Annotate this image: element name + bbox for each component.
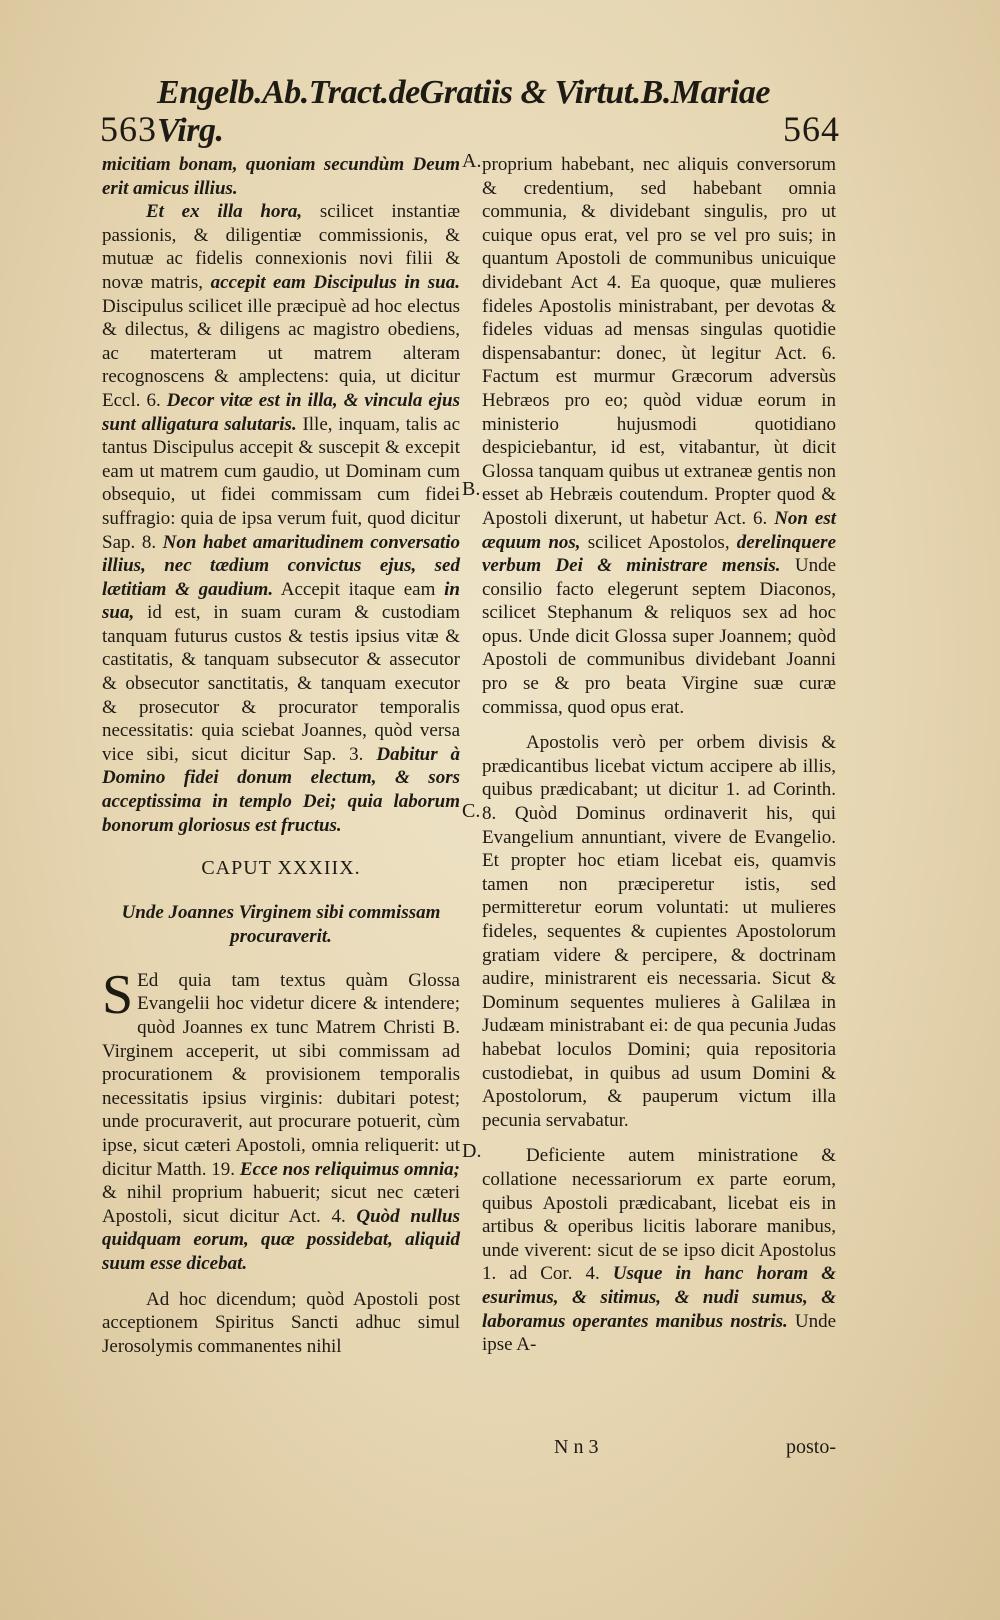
chapter-heading: CAPUT XXXIIX. (201, 857, 361, 880)
body-text: Deficiente autem ministratione & collatione necessariorum ex parte eorum, quibus Apostoli prædicabant, licebat eis in artibus & operibus licitis laborare manibus, unde viverent: sicut de se ipso dicit Apostolus 1. ad Cor. 4. (482, 1145, 836, 1285)
body-text: & nihil proprium habuerit; sicut nec cæteri Apostoli, sicut dicitur Act. 4. (102, 1182, 460, 1227)
body-text: Unde ipse A- (482, 1310, 836, 1356)
body-text: id est, in suam curam & custodiam tanquam futurus custos & testis ipsius vitæ & castitatis, & tanquam subsecutor & assecutor & obsecutor sanctitatis, & tanquam executor & prosecutor & procurator temporalis necessitatis: quia sciebat Joannes, quòd versa vice sibi, sicut dicitur Sap. 3. (102, 602, 460, 765)
right-paragraph-1 (482, 153, 836, 719)
body-text: Unde consilio facto elegerunt septem Diaconos, scilicet Stephanum & reliquos sex ad hoc opus. Unde dicit Glossa super Joannem; quòd Apostoli de communibus dividebant Joanni pro se & pro beata Virgine suæ curæ commissa, quod opus erat. (482, 555, 836, 718)
italic-text: derelinquere verbum Dei & ministrare mensis. (482, 531, 837, 577)
page-number-right: 564 (783, 109, 840, 149)
page-footer (482, 1436, 836, 1459)
italic-text: Non habet amaritudinem conversatio illius, nec tædium convictus ejus, sed lætitiam & gaudium. (102, 531, 461, 600)
italic-text: Et ex illa hora, (146, 201, 303, 223)
margin-letter-d: D. (462, 1140, 482, 1162)
left-column (102, 153, 460, 1358)
italic-text: Ecce nos reliquimus omnia; (239, 1158, 461, 1180)
catchword: posto- (786, 1436, 836, 1458)
italic-text: accepit eam Discipulus in sua. (210, 271, 461, 293)
right-paragraph-2 (482, 731, 836, 1132)
italic-text: Usque in hanc horam & esurimus, & sitimus, & nudi sumus, & laboramus operantes manibus nostris. (482, 1263, 837, 1332)
left-paragraph-2 (102, 200, 460, 837)
signature-mark: N n 3 (554, 1436, 599, 1458)
italic-text: Decor vitæ est in illa, & vincula ejus sunt alligatura salutaris. (102, 389, 460, 435)
body-text: Accepit itaque eam (280, 578, 436, 600)
drop-cap: S (102, 963, 134, 1026)
right-column (482, 153, 836, 1357)
left-paragraph-3 (102, 963, 461, 1276)
margin-letter-a: A. (462, 150, 482, 172)
body-text: Ad hoc dicendum; quòd Apostoli post acceptionem Spiritus Sancti adhuc simul Jerosolymis commanentes nihil (102, 1288, 460, 1357)
italic-text: Dabitur à Domino fidei donum electum, & sors acceptissima in templo Dei; quia laborum bonorum gloriosus est fructus. (102, 743, 461, 836)
body-text: scilicet Apostolos, (587, 531, 730, 553)
body-text: Discipulus scilicet ille præcipuè ad hoc electus & dilectus, & diligens ac magistro obediens, ac materteram ut matrem alteram recognoscens & amplectens: quia, ut dicitur Eccl. 6. (102, 295, 460, 411)
margin-letter-b: B. (462, 478, 481, 500)
body-text: scilicet instantiæ passionis, & diligentiæ commissionis, & mutuæ ac fidelis connexionis novi filii & novæ matris, (102, 201, 460, 293)
running-header (100, 74, 840, 150)
left-paragraph-1 (102, 153, 460, 200)
body-text: proprium habebant, nec aliquis conversorum & credentium, sed habebant omnia communia, & dividebant singulis, pro ut cuique opus erat, vel pro se vel pro suis; in quantum Apostoli de communibus unicuique dividebant Act 4. Ea quoque, quæ mulieres fideles Apostolis ministrabant, per devotas & fideles viduas ad mensas singulas quotidie dispensabantur: donec, ùt legitur Act. 6. Factum est murmur Græcorum adversùs Hebræos pro eo; quòd viduæ eorum in ministerio hujusmodi quotidiano despiciebantur, id est, vitabantur, ùt dicit Glossa tanquam quibus ut extraneæ gentis non esset ab Hebræis coutendum. Propter quod & Apostoli dixerunt, ut habetur Act. 6. (482, 154, 836, 529)
right-paragraph-3 (482, 1144, 836, 1356)
body-text: Apostolis verò per orbem divisis & prædicantibus licebat victum accipere ab illis, quibus prædicabant; ut dicitur 1. ad Corinth. 8. Quòd Dominus ordinaverit his, qui Evangelium annuntiant, vivere de Evangelio. Et propter hoc etiam licebat eis, quamvis tamen non præciperetur istis, sed permitteretur eorum voluntati: ut mulieres fideles, sequentes & cupientes Apostolorum gratiam videre & percipere, & doctrinam audire, ministrarent eis necessaria. Sicut & Dominum sequentes mulieres à Galilæa in Judæam ministrabant ei: de qua pecunia Judas habebat loculos Domini; quia repositoria custodiebat, in quibus ad usum Domini & Apostolorum, & pauperum victum illa pecunia servabatur. (482, 732, 836, 1131)
italic-text: micitiam bonam, quoniam secundùm Deum erit amicus illius. (102, 154, 460, 199)
page-number-left: 563 (100, 109, 157, 149)
body-text: Ille, inquam, talis ac tantus Discipulus accepit & suscepit & excepit eam ut matrem cum gaudio, ut Dominam cum obsequio, ut fidei commissam cum fidei suffragio: quia de ipsa verum fuit, quod dicitur Sap. 8. (102, 413, 461, 553)
left-paragraph-4 (102, 1288, 460, 1359)
italic-text: Non est æquum nos, (482, 507, 837, 553)
chapter-subtitle: Unde Joannes Virginem sibi commissam procuraverit. (121, 901, 441, 947)
margin-letter-c: C. (462, 800, 481, 822)
body-text: Ed quia tam textus quàm Glossa Evangelii hoc videtur dicere & intendere; quòd Joannes ex tunc Matrem Christi B. Virginem acceperit, ut sibi commissam ad procurationem & provisionem temporalis necessitatis ipsius virginis: dubitari potest; unde procuraverit, aut procurare potuerit, cùm ipse, sicut cæteri Apostoli, omnia reliquerit: ut dicitur Matth. 19. (102, 969, 460, 1180)
running-title: Engelb.Ab.Tract.deGratiis & Virtut.B.Mariae Virg. (157, 74, 770, 149)
italic-text: in sua, (102, 578, 460, 624)
italic-text: Quòd nullus quidquam eorum, quæ possidebat, aliquid suum esse dicebat. (102, 1205, 460, 1274)
